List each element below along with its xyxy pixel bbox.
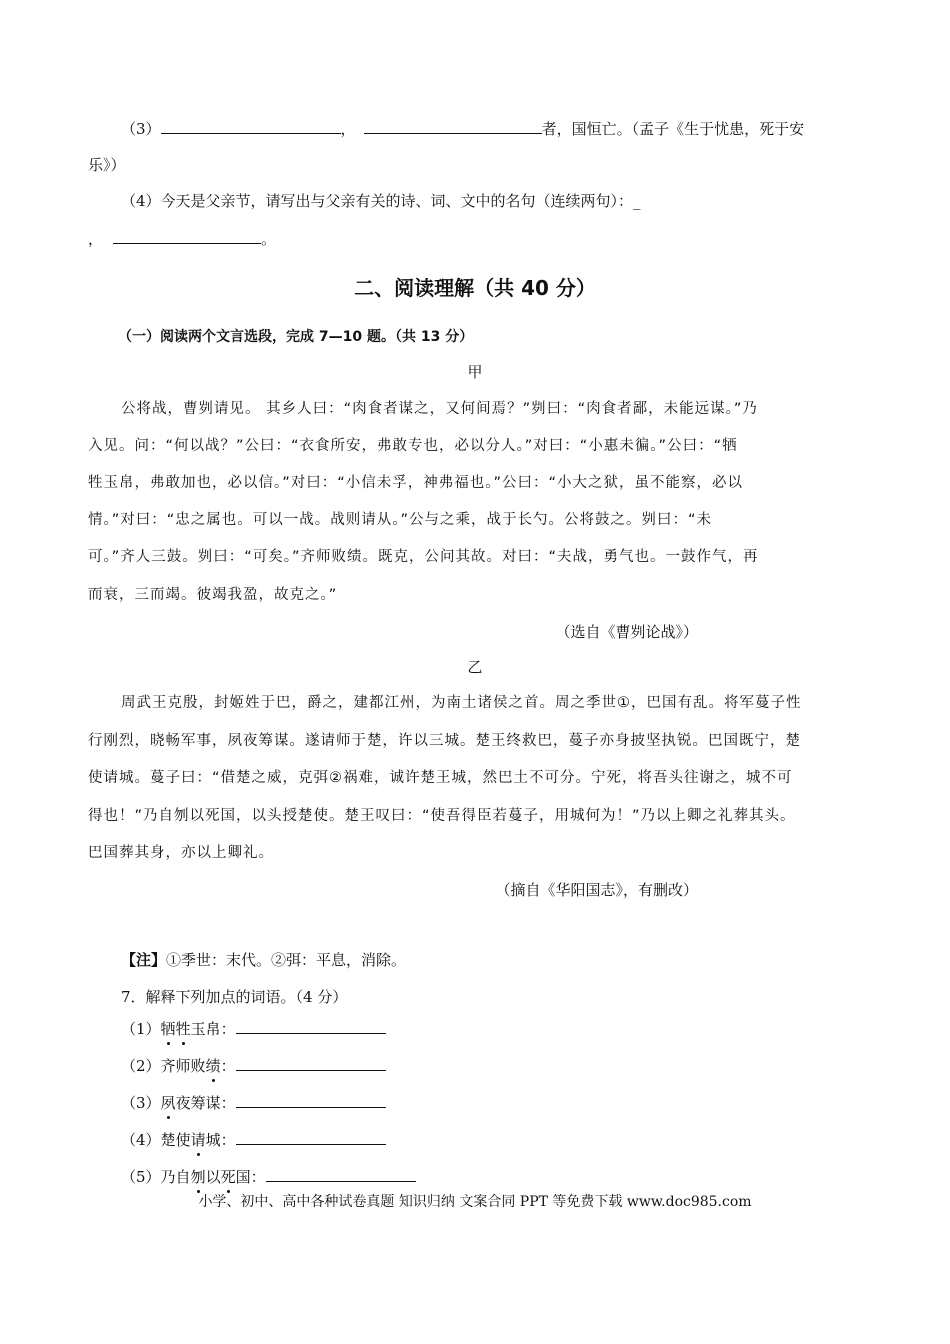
subsection-title: （一）阅读两个文言选段，完成 7—10 题。（共 13 分） bbox=[118, 329, 474, 345]
item-text: 国： bbox=[235, 1168, 266, 1186]
item-text: 以 bbox=[205, 1168, 221, 1186]
item-text: 齐师败 bbox=[160, 1057, 206, 1075]
question-3-line bbox=[121, 118, 804, 139]
note-text: ①季世：末代。②弭：平息，消除。 bbox=[166, 951, 407, 969]
passage-b-line: 行刚烈，晓畅军事，夙夜筹谋。遂请师于楚，许以三城。楚王终救巴，蔓子亦身披坚执锐。巴国既宁，楚 bbox=[88, 733, 801, 749]
section-title: 二、阅读理解（共 40 分） bbox=[354, 276, 596, 300]
passage-b-line: 巴国葬其身，亦以上卿礼。 bbox=[88, 845, 274, 861]
answer-blank[interactable] bbox=[236, 1092, 386, 1108]
note-bracket: 【注】 bbox=[121, 951, 167, 969]
question-3-tail: 者，国恒亡。（孟子《生于忧患，死于安 bbox=[541, 120, 805, 138]
item-text: 玉帛： bbox=[190, 1020, 236, 1038]
item-text: ： bbox=[220, 1057, 236, 1075]
dotted-char: 牲 bbox=[175, 1020, 191, 1038]
item-number: （3） bbox=[121, 1094, 161, 1112]
passage-b-line: 使请城。蔓子曰：“借楚之威，克弭②祸难，诚许楚王城，然巴土不可分。宁死，将吾头往谢之，城不可 bbox=[88, 770, 793, 786]
comma: ， bbox=[340, 120, 356, 138]
dotted-char: 死 bbox=[220, 1168, 236, 1186]
answer-blank[interactable] bbox=[364, 118, 542, 134]
question-7-item bbox=[121, 1129, 386, 1150]
answer-blank[interactable] bbox=[113, 228, 261, 244]
passage-a-line: 而衰，三而竭。彼竭我盈，故克之。” bbox=[88, 587, 338, 603]
question-3-number: （3） bbox=[121, 120, 161, 138]
dotted-char: 夙 bbox=[160, 1094, 176, 1112]
passage-a-line: 可。”齐人三鼓。刿曰：“可矣。”齐师败绩。既克，公问其故。对曰：“夫战，勇气也。一鼓作气，再 bbox=[88, 549, 759, 565]
passage-a-line: 公将战，曹刿请见。 其乡人曰：“肉食者谋之，又何间焉？”刿曰：“肉食者鄙，未能远谋。”乃 bbox=[121, 401, 758, 417]
passage-a-label: 甲 bbox=[467, 363, 483, 381]
dotted-char: 牺 bbox=[160, 1020, 176, 1038]
passage-b-source: （摘自《华阳国志》，有删改） bbox=[495, 881, 698, 899]
question-4-continuation bbox=[88, 228, 276, 249]
passage-b-line: 得也！”乃自刎以死国，以头授楚使。楚王叹曰：“使吾得臣若蔓子，用城何为！”乃以上卿之礼葬其头。 bbox=[88, 808, 796, 824]
question-7-item bbox=[121, 1055, 386, 1076]
passage-a-source: （选自《曹刿论战》） bbox=[555, 623, 698, 641]
passage-b-label: 乙 bbox=[467, 658, 483, 676]
item-text: 城： bbox=[205, 1131, 236, 1149]
passage-b-line: 周武王克殷，封姬姓于巴，爵之，建都江州，为南土诸侯之首。周之季世①，巴国有乱。将军蔓子性 bbox=[121, 695, 802, 711]
answer-blank[interactable] bbox=[236, 1055, 386, 1071]
answer-blank[interactable] bbox=[161, 118, 341, 134]
item-number: （5） bbox=[121, 1168, 161, 1186]
item-number: （4） bbox=[121, 1131, 161, 1149]
answer-blank[interactable] bbox=[236, 1129, 386, 1145]
passage-a-line: 入见。问：“何以战？”公曰：“衣食所安，弗敢专也，必以分人。”对曰：“小惠未徧。”公曰：“牺 bbox=[88, 438, 738, 454]
question-7-item bbox=[121, 1018, 386, 1039]
answer-blank[interactable] bbox=[266, 1166, 416, 1182]
question-3-continuation: 乐》） bbox=[88, 156, 126, 174]
item-text: ： bbox=[220, 1094, 236, 1112]
passage-a-line: 牲玉帛，弗敢加也，必以信。”对曰：“小信未孚，神弗福也。”公曰：“小大之狱，虽不能察，必以 bbox=[88, 475, 744, 491]
dotted-char: 请 bbox=[190, 1131, 206, 1149]
period: 。 bbox=[261, 230, 277, 248]
dotted-char: 绩 bbox=[205, 1057, 221, 1075]
passage-a-line: 情。”对曰：“忠之属也。可以一战。战则请从。”公与之乘，战于长勺。公将鼓之。刿曰：“未 bbox=[88, 512, 713, 528]
item-number: （1） bbox=[121, 1020, 161, 1038]
page-footer: 小学、初中、高中各种试卷真题 知识归纳 文案合同 PPT 等免费下载 www.doc985.com bbox=[198, 1194, 752, 1210]
question-7-item bbox=[121, 1092, 386, 1113]
item-text: 夜筹谋 bbox=[175, 1094, 221, 1112]
item-number: （2） bbox=[121, 1057, 161, 1075]
annotation-note bbox=[121, 950, 406, 970]
question-7-stem: 7．解释下列加点的词语。（4 分） bbox=[121, 988, 348, 1006]
question-4-line: （4）今天是父亲节，请写出与父亲有关的诗、词、文中的名句（连续两句）：_ bbox=[121, 192, 641, 210]
item-text: 楚使 bbox=[160, 1131, 191, 1149]
comma: ， bbox=[88, 230, 104, 248]
item-text: 乃自 bbox=[160, 1168, 191, 1186]
answer-blank[interactable] bbox=[236, 1018, 386, 1034]
question-7-item bbox=[121, 1166, 416, 1187]
dotted-char: 刎 bbox=[190, 1168, 206, 1186]
